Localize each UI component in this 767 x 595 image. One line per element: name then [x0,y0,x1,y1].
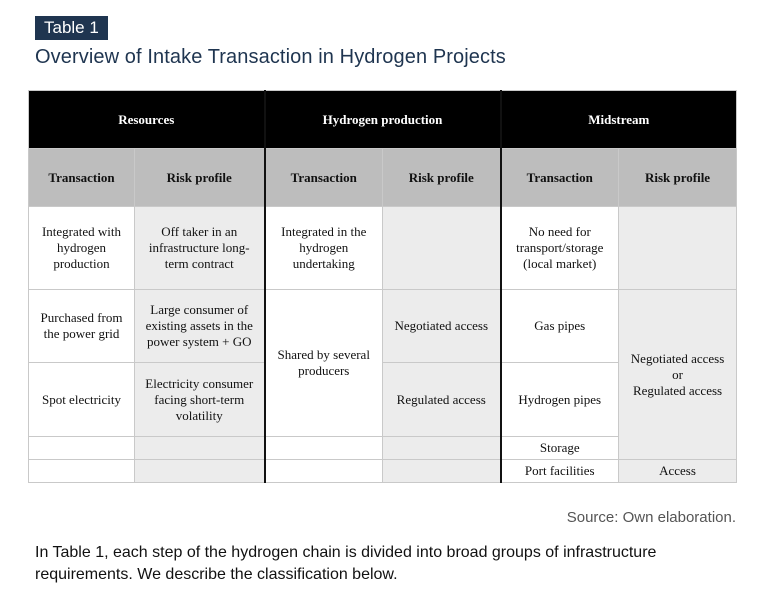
table-row [29,460,737,483]
cell-mid-transaction-2: Gas pipes [501,290,619,363]
table-row [29,290,737,363]
mid-risk-line-3: Regulated access [632,382,723,398]
cell-h2-transaction-1: Integrated in the hydrogen undertaking [265,207,383,290]
table-row [29,207,737,290]
subheader-midstream-risk: Risk profile [619,149,737,207]
cell-h2-risk-5 [383,460,501,483]
cell-h2-risk-4 [383,437,501,460]
subheader-h2-transaction: Transaction [265,149,383,207]
cell-h2-risk-3: Regulated access [383,363,501,437]
cell-res-risk-3: Electricity consumer facing short-term volatility [135,363,265,437]
cell-res-transaction-4 [29,437,135,460]
cell-h2-transaction-4 [265,437,383,460]
cell-res-risk-5 [135,460,265,483]
subheader-h2-risk: Risk profile [383,149,501,207]
mid-risk-line-1: Negotiated access [630,350,725,366]
overview-table [28,90,737,483]
body-paragraph: In Table 1, each step of the hydrogen chain is divided into broad groups of infrastructure requirements. We describe the classification below. [35,544,657,583]
cell-mid-transaction-1: No need for transport/storage (local market) [501,207,619,290]
group-resources: Resources [29,91,265,149]
cell-res-risk-4 [135,437,265,460]
subheader-row [29,149,737,207]
subheader-resources-risk: Risk profile [135,149,265,207]
cell-mid-risk-5: Access [619,460,737,483]
source-note: Source: Own elaboration. [566,509,736,526]
table-title: Overview of Intake Transaction in Hydrogen Projects [35,46,506,68]
subheader-resources-transaction: Transaction [29,149,135,207]
cell-mid-risk-1 [619,207,737,290]
cell-res-transaction-5 [29,460,135,483]
cell-mid-transaction-4: Storage [501,437,619,460]
cell-res-risk-2: Large consumer of existing assets in the power system + GO [135,290,265,363]
cell-res-transaction-3: Spot electricity [29,363,135,437]
cell-res-risk-1: Off taker in an infrastructure long-term contract [135,207,265,290]
cell-res-transaction-2: Purchased from the power grid [29,290,135,363]
subheader-midstream-transaction: Transaction [501,149,619,207]
cell-h2-risk-1 [383,207,501,290]
group-header-row [29,91,737,149]
mid-risk-line-2: or [672,366,683,382]
cell-res-transaction-1: Integrated with hydrogen production [29,207,135,290]
cell-mid-transaction-5: Port facilities [501,460,619,483]
table-label-badge: Table 1 [35,16,108,40]
cell-h2-risk-2: Negotiated access [383,290,501,363]
cell-mid-risk-2 [619,290,737,460]
cell-mid-transaction-3: Hydrogen pipes [501,363,619,437]
cell-h2-transaction-5 [265,460,383,483]
group-hydrogen-production: Hydrogen production [265,91,501,149]
group-midstream: Midstream [501,91,737,149]
cell-h2-transaction-2: Shared by several producers [265,290,383,437]
